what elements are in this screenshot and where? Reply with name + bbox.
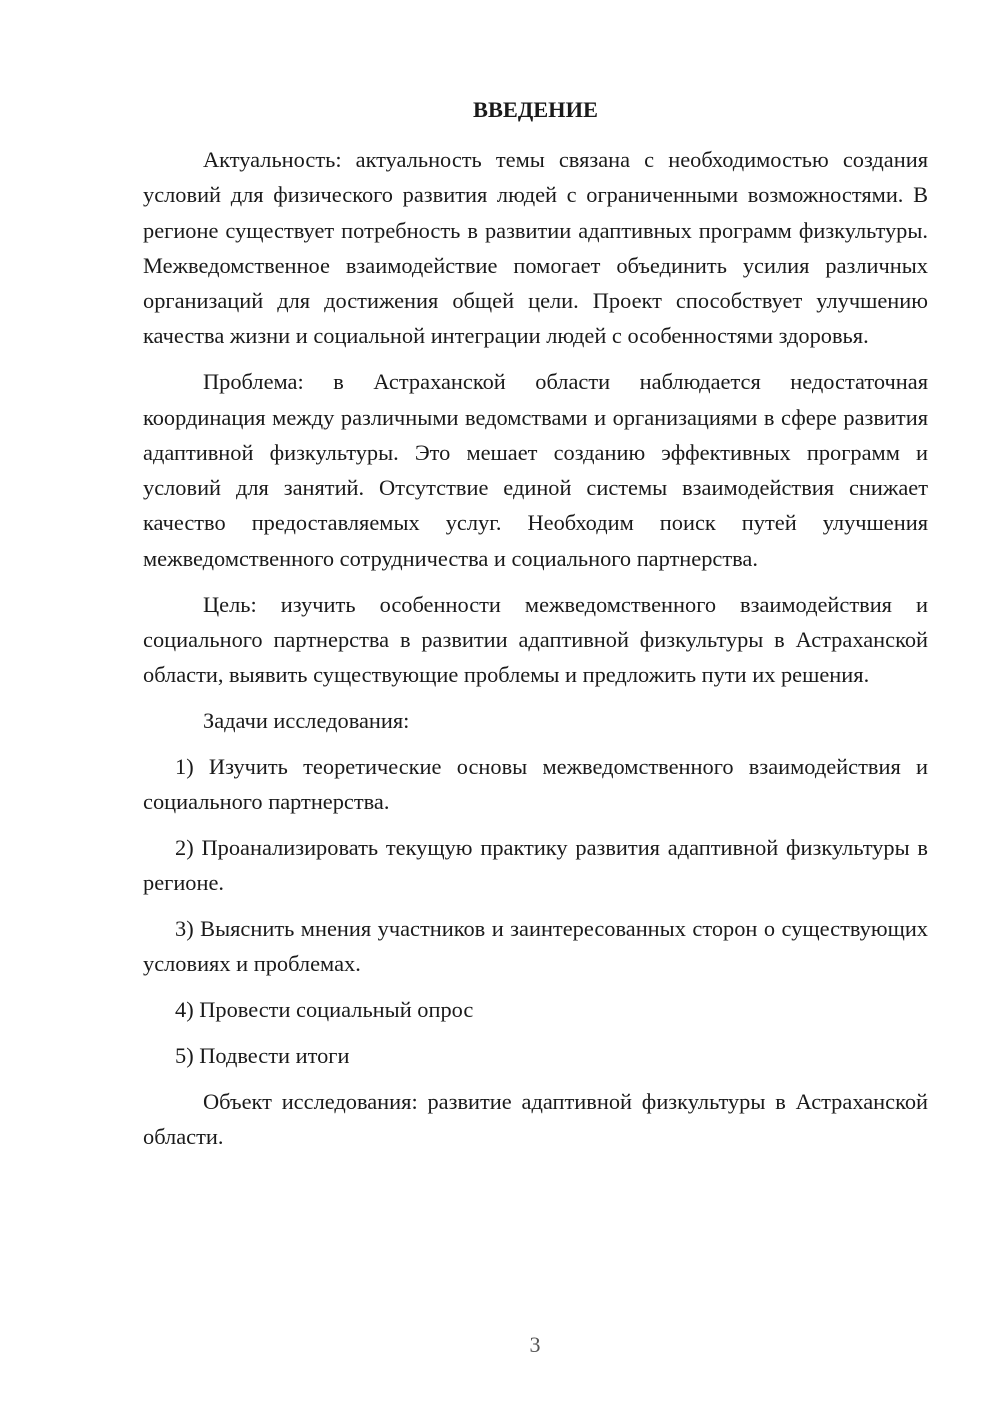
list-item: 1) Изучить теоретические основы межведомственного взаимодействия и социального партнерства.	[143, 753, 928, 815]
page-title: ВВЕДЕНИЕ	[473, 97, 598, 122]
list-item: 2) Проанализировать текущую практику развития адаптивной физкультуры в регионе.	[143, 834, 928, 896]
paragraph-relevance: Актуальность: актуальность темы связана с необходимостью создания условий для физического развития людей с ограниченными возможностями. В регионе существует потребность в развитии адаптивных программ физкультуры. Межведомственное взаимодействие помогает объединить усилия различных организаций для достижения общей цели. Проект способствует улучшению качества жизни и социальной интеграции людей с особенностями здоровья.	[143, 147, 928, 349]
paragraph-goal: Цель: изучить особенности межведомственного взаимодействия и социального партнерства в развитии адаптивной физкультуры в Астраханской области, выявить существующие проблемы и предложить пути их решения.	[143, 591, 928, 688]
paragraph-problem: Проблема: в Астраханской области наблюдается недостаточная координация между различными ведомствами и организациями в сфере развития адаптивной физкультуры. Это мешает созданию эффективных программ и условий для занятий. Отсутствие единой системы взаимодействия снижает качество предоставляемых услуг. Необходим поиск путей улучшения межведомственного сотрудничества и социального партнерства.	[143, 369, 928, 571]
paragraph-tasks-heading: Задачи исследования:	[203, 707, 410, 733]
page-content	[143, 92, 928, 1165]
paragraph-object: Объект исследования: развитие адаптивной физкультуры в Астраханской области.	[143, 1088, 928, 1149]
list-item: 5) Подвести итоги	[175, 1042, 350, 1068]
list-item: 3) Выяснить мнения участников и заинтересованных сторон о существующих условиях и проблемах.	[143, 915, 928, 977]
list-item: 4) Провести социальный опрос	[175, 997, 474, 1023]
page-number: 3	[529, 1332, 541, 1357]
